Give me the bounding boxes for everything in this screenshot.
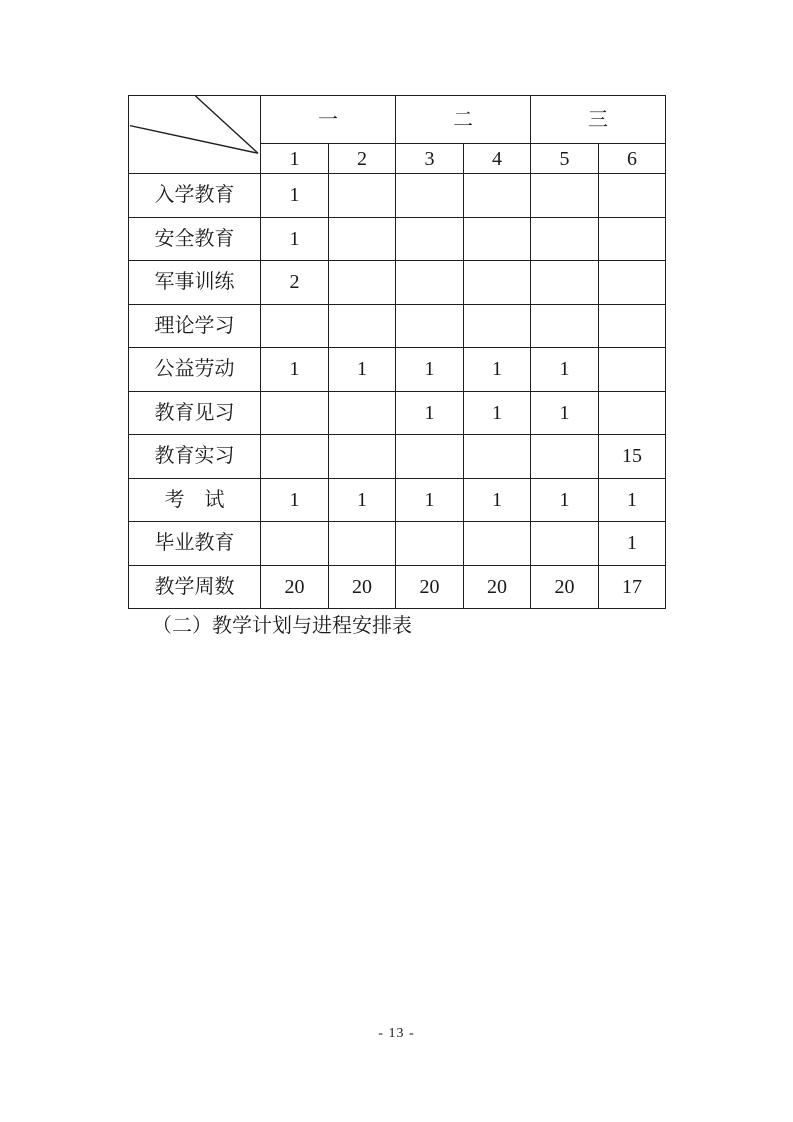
data-cell: 1: [261, 217, 329, 261]
data-cell: 15: [599, 435, 666, 479]
data-cell: [261, 304, 329, 348]
data-cell: [599, 391, 666, 435]
data-cell: [464, 435, 531, 479]
data-cell: [329, 435, 396, 479]
data-cell: 1: [329, 348, 396, 392]
semester-header-cell: 6: [599, 144, 666, 174]
row-label-cell: 公益劳动: [129, 348, 261, 392]
semester-header-cell: 3: [396, 144, 464, 174]
data-cell: 1: [261, 478, 329, 522]
semester-header-cell: 4: [464, 144, 531, 174]
row-label-cell: 理论学习: [129, 304, 261, 348]
page-number: - 13 -: [378, 1026, 415, 1041]
section-caption: （二）教学计划与进程安排表: [152, 615, 412, 637]
teaching-weeks-table: [128, 95, 666, 609]
row-label-cell: 考 试: [129, 478, 261, 522]
data-cell: 1: [464, 391, 531, 435]
data-cell: [261, 522, 329, 566]
table-row: [129, 522, 666, 566]
data-cell: [599, 348, 666, 392]
data-cell: [531, 261, 599, 305]
data-cell: [599, 217, 666, 261]
data-cell: 1: [329, 478, 396, 522]
row-label-cell: 毕业教育: [129, 522, 261, 566]
data-cell: 20: [329, 565, 396, 609]
document-content: [128, 95, 665, 638]
table-row: [129, 304, 666, 348]
data-cell: [599, 174, 666, 218]
data-cell: 1: [464, 348, 531, 392]
data-cell: 1: [531, 478, 599, 522]
table-row: [129, 348, 666, 392]
data-cell: [464, 217, 531, 261]
data-cell: [531, 522, 599, 566]
data-cell: 1: [599, 522, 666, 566]
data-cell: 1: [261, 174, 329, 218]
data-cell: 1: [396, 391, 464, 435]
table-row-years: [129, 96, 666, 144]
data-cell: 1: [261, 348, 329, 392]
data-cell: 20: [531, 565, 599, 609]
data-cell: 1: [464, 478, 531, 522]
data-cell: [531, 174, 599, 218]
data-cell: [329, 522, 396, 566]
data-cell: [329, 217, 396, 261]
data-cell: [531, 304, 599, 348]
data-cell: 20: [464, 565, 531, 609]
data-cell: 1: [396, 478, 464, 522]
row-label-cell: 教育实习: [129, 435, 261, 479]
data-cell: 20: [396, 565, 464, 609]
data-cell: [261, 391, 329, 435]
year-header-cell: 一: [261, 96, 396, 144]
data-cell: [464, 522, 531, 566]
data-cell: 1: [531, 391, 599, 435]
table-row: [129, 174, 666, 218]
data-cell: [396, 304, 464, 348]
data-cell: 1: [531, 348, 599, 392]
data-cell: [396, 217, 464, 261]
table-row: [129, 565, 666, 609]
data-cell: [599, 304, 666, 348]
data-cell: [261, 435, 329, 479]
semester-header-cell: 5: [531, 144, 599, 174]
data-cell: [464, 174, 531, 218]
data-cell: [531, 435, 599, 479]
table-row: [129, 391, 666, 435]
data-cell: 17: [599, 565, 666, 609]
year-header-cell: 三: [531, 96, 666, 144]
data-cell: [464, 304, 531, 348]
table-row: [129, 261, 666, 305]
diagonal-lines-icon: [129, 96, 260, 173]
row-label-cell: 教学周数: [129, 565, 261, 609]
data-cell: [329, 304, 396, 348]
data-cell: 2: [261, 261, 329, 305]
data-cell: 20: [261, 565, 329, 609]
row-label-cell: 安全教育: [129, 217, 261, 261]
year-header-cell: 二: [396, 96, 531, 144]
data-cell: 1: [599, 478, 666, 522]
data-cell: [464, 261, 531, 305]
row-label-cell: 军事训练: [129, 261, 261, 305]
table-row: [129, 217, 666, 261]
semester-header-cell: 1: [261, 144, 329, 174]
table-row: [129, 435, 666, 479]
data-cell: [531, 217, 599, 261]
data-cell: [396, 261, 464, 305]
data-cell: [396, 435, 464, 479]
table-row: [129, 478, 666, 522]
data-cell: [329, 261, 396, 305]
data-cell: 1: [396, 348, 464, 392]
row-label-cell: 教育见习: [129, 391, 261, 435]
data-cell: [396, 522, 464, 566]
data-cell: [329, 391, 396, 435]
data-cell: [396, 174, 464, 218]
data-cell: [329, 174, 396, 218]
semester-header-cell: 2: [329, 144, 396, 174]
row-label-cell: 入学教育: [129, 174, 261, 218]
diagonal-split-header-cell: [129, 96, 261, 174]
data-cell: [599, 261, 666, 305]
